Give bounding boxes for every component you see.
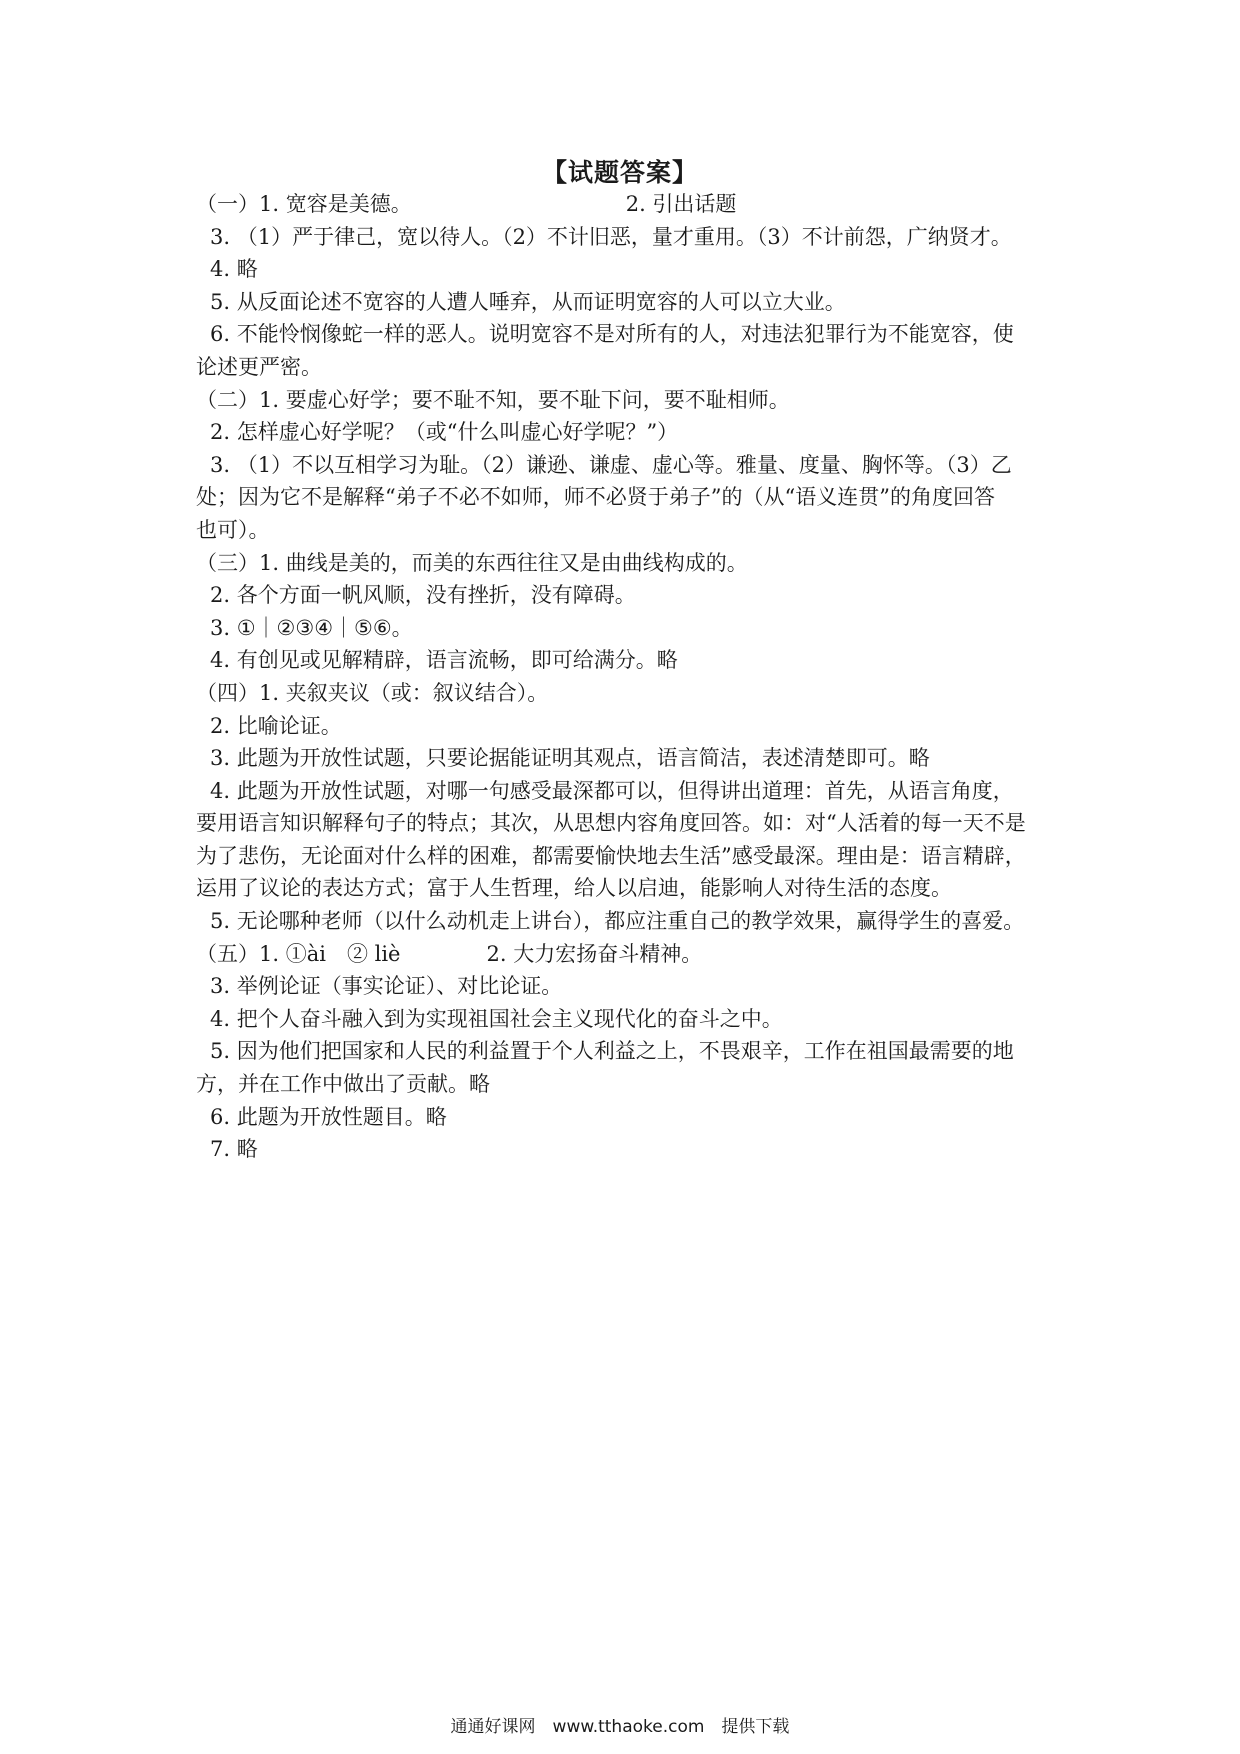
section1-answer-4: 4. 略 — [210, 257, 258, 282]
section4-answer-4-line1: 4. 此题为开放性试题，对哪一句感受最深都可以，但得讲出道理：首先，从语言角度， — [210, 778, 1014, 803]
section5-answer-6: 6. 此题为开放性题目。略 — [210, 1104, 447, 1129]
section2-answer-2: 2. 怎样虚心好学呢？（或“什么叫虚心好学呢？”） — [210, 420, 679, 445]
section3-answer-3: 3. ①｜②③④｜⑤⑥。 — [210, 615, 413, 640]
section3-answer-4: 4. 有创见或见解精辟，语言流畅，即可给满分。略 — [210, 648, 678, 673]
section4-answer-2: 2. 比喻论证。 — [210, 713, 342, 738]
section2-answer-3-line1: 3. （1）不以互相学习为耻。（2）谦逊、谦虚、虚心等。雅量、度量、胸怀等。（3）乙 — [210, 452, 1012, 477]
section1-answer-6-line2: 论述更严密。 — [196, 354, 322, 379]
section5-answer-4: 4. 把个人奋斗融入到为实现祖国社会主义现代化的奋斗之中。 — [210, 1006, 783, 1031]
section2-answer-3-line3: 也可）。 — [196, 517, 270, 542]
section5-head2: 2. 大力宏扬奋斗精神。 — [486, 941, 703, 966]
section3-answer-2: 2. 各个方面一帆风顺，没有挫折，没有障碍。 — [210, 583, 636, 608]
answer-content — [196, 188, 1056, 1166]
section3-head: （三）1. 曲线是美的，而美的东西往往又是由曲线构成的。 — [196, 550, 748, 575]
section4-answer-5: 5. 无论哪种老师（以什么动机走上讲台），都应注重自己的教学效果，赢得学生的喜爱。 — [210, 909, 1025, 934]
section1-answer-6-line1: 6. 不能怜悯像蛇一样的恶人。说明宽容不是对所有的人，对违法犯罪行为不能宽容，使 — [210, 322, 1014, 347]
section2-head: （二）1. 要虚心好学；要不耻不知，要不耻下问，要不耻相师。 — [196, 387, 790, 412]
section5-answer-7: 7. 略 — [210, 1137, 258, 1162]
section1-answer-3: 3. （1）严于律己，宽以待人。（2）不计旧恶，量才重用。（3）不计前怨，广纳贤才。 — [210, 224, 1012, 249]
section1-head-line — [196, 188, 1056, 221]
section4-answer-4-line2: 要用语言知识解释句子的特点；其次，从思想内容角度回答。如：对“人活着的每一天不是 — [196, 811, 1026, 836]
section1-answer-5: 5. 从反面论述不宽容的人遭人唾弃，从而证明宽容的人可以立大业。 — [210, 289, 846, 314]
section5-answer-5-line1: 5. 因为他们把国家和人民的利益置于个人利益之上，不畏艰辛，工作在祖国最需要的地 — [210, 1039, 1014, 1064]
section5-head: （五）1. ①ài ② liè — [196, 941, 401, 966]
section4-head: （四）1. 夹叙夹议（或：叙议结合）。 — [196, 680, 549, 705]
section5-head-line — [196, 938, 1056, 971]
section1-head: （一）1. 宽容是美德。 — [196, 192, 412, 216]
section4-answer-4-line4: 运用了议论的表达方式；富于人生哲理，给人以启迪，能影响人对待生活的态度。 — [196, 876, 952, 901]
page-title: 【试题答案】 — [541, 158, 698, 187]
section4-answer-3: 3. 此题为开放性试题，只要论据能证明其观点，语言简洁，表述清楚即可。略 — [210, 746, 930, 771]
footer-credit: 通通好课网 www.tthaoke.com 提供下载 — [450, 1717, 790, 1737]
section5-answer-3: 3. 举例论证（事实论证）、对比论证。 — [210, 974, 563, 999]
section5-answer-5-line2: 方，并在工作中做出了贡献。略 — [196, 1072, 490, 1097]
section4-answer-4-line3: 为了悲伤，无论面对什么样的困难，都需要愉快地去生活”感受最深。理由是：语言精辟， — [196, 843, 1026, 868]
section1-head2: 2. 引出话题 — [625, 192, 737, 216]
section2-answer-3-line2: 处；因为它不是解释“弟子不必不如师，师不必贤于弟子”的（从“语义连贯”的角度回答 — [196, 485, 995, 510]
